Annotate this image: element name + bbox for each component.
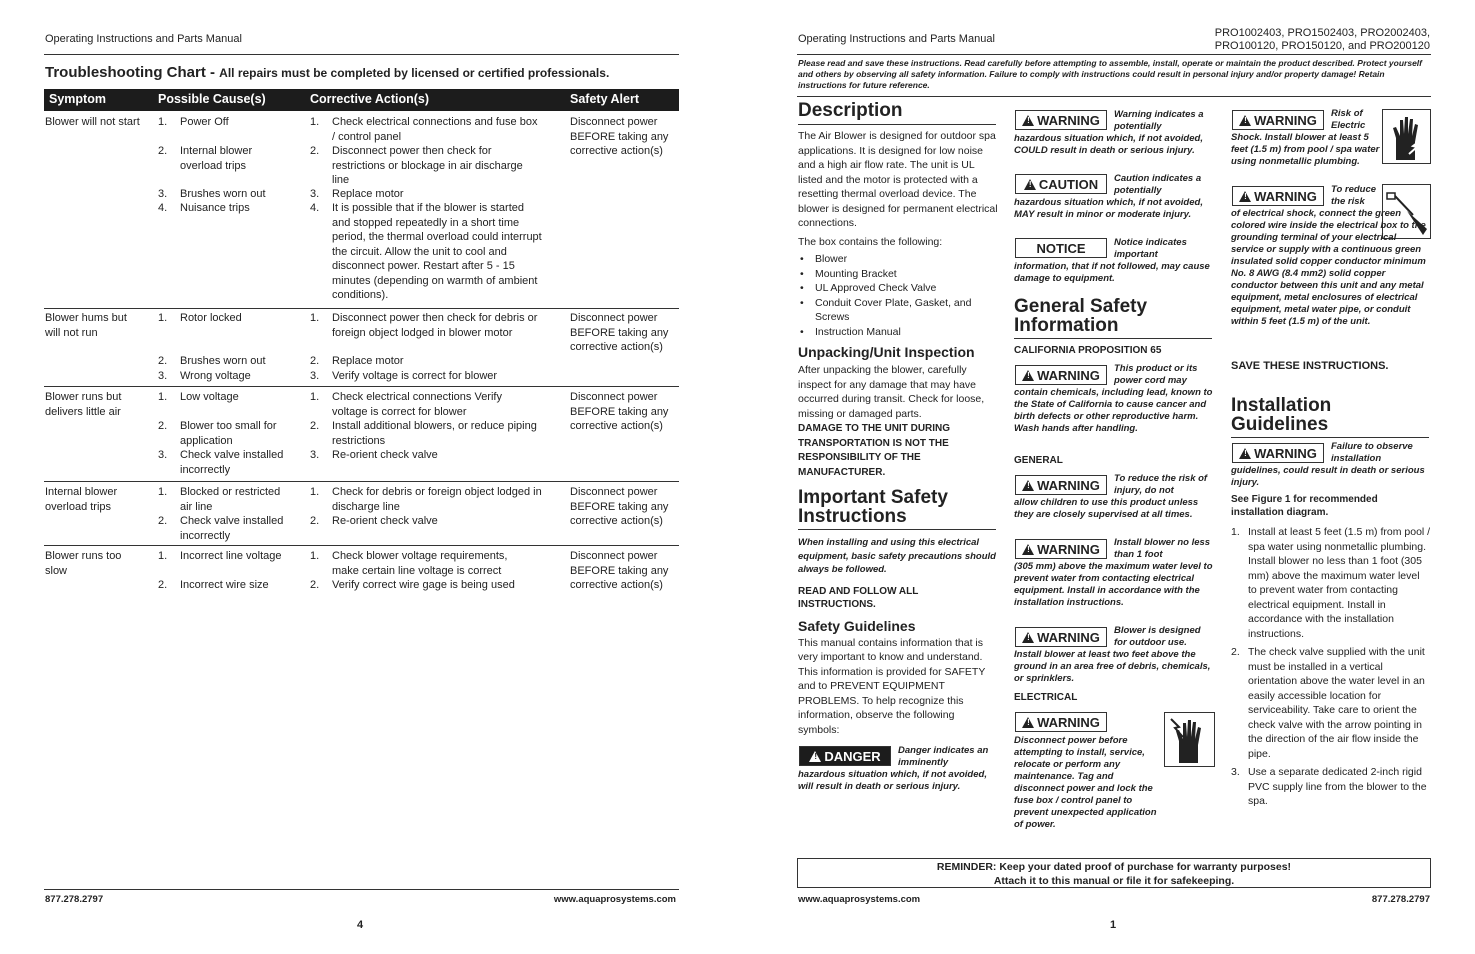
cause-num: 3. (158, 370, 168, 382)
list-item (1231, 525, 1431, 641)
cause-text: Blower too small for application (180, 420, 277, 447)
cause-text: Rotor locked (180, 312, 242, 324)
cause-text: Blocked or restricted air line (180, 486, 281, 513)
action-num: 1. (310, 312, 320, 324)
action-text: Re-orient check valve (332, 449, 438, 461)
left-header: Operating Instructions and Parts Manual (45, 33, 242, 45)
models-line: PRO100120, PRO150120, and PRO200120 (1214, 40, 1430, 52)
alert-cell: Disconnect power BEFORE taking any corrective action(s) (570, 116, 669, 157)
cause-num: 1. (158, 116, 168, 128)
action-text: Check for debris or foreign object lodged in discharge line (332, 486, 542, 513)
install-w-lead: Failure to observe installation (1331, 441, 1413, 464)
table-row (44, 387, 679, 482)
col-alert: Safety Alert (570, 92, 640, 106)
reminder-line: REMINDER: Keep your dated proof of purchase for warranty purposes! (936, 861, 1292, 873)
electric-hand-icon (1382, 109, 1431, 164)
action-num: 2. (310, 420, 320, 432)
symptom-cell: Blower runs too slow (45, 550, 122, 577)
action-num: 1. (310, 116, 320, 128)
alert-triangle-icon: ! (1022, 370, 1034, 381)
alert-triangle-icon: ! (1022, 480, 1034, 491)
prop-warning-lead: This product or its power cord may (1114, 363, 1198, 386)
title-main: Troubleshooting Chart - (45, 64, 220, 81)
general-safety-heading: General Safety Information (1014, 297, 1212, 339)
cause-num: 1. (158, 312, 168, 324)
notice-text: information, that if not followed, may cause damage to equipment. (1014, 261, 1210, 284)
troubleshooting-title (45, 64, 609, 81)
action-text: Disconnect power then check for restrictions or blockage in air discharge line (332, 145, 523, 186)
col-actions: Corrective Action(s) (310, 92, 430, 106)
step-text: The check valve supplied with the unit must be installed in a vertical orientation above the water level in an easily accessible location for serviceability. Take care to orient the check valve with the arrow pointing in the direction of the air flow inside the pipe. (1248, 646, 1425, 760)
caution-lead: Caution indicates a potentially (1114, 173, 1202, 196)
action-num: 3. (310, 188, 320, 200)
alert-triangle-icon: ! (1239, 191, 1251, 202)
symptom-cell: Blower will not start (45, 116, 140, 128)
gen-w2-text: (305 mm) above the maximum water level to prevent water from contacting electrical equipment. Install in accordance with the installation instructions. (1014, 561, 1213, 608)
badge-label: WARNING (1037, 477, 1100, 493)
electric-hand-icon (1164, 712, 1215, 767)
left-page-number: 4 (357, 919, 364, 931)
alert-triangle-icon: ! (1239, 115, 1251, 126)
safety-guidelines-text: This manual contains information that is very important to know and understand. This information is provided for SAFETY and to PREVENT EQUIPMENT PROBLEMS. To help recognize this information, observe the following symbols: (798, 636, 986, 736)
warning-badge (1015, 110, 1107, 130)
unpacking-caps: DAMAGE TO THE UNIT DURING TRANSPORTATION IS NOT THE RESPONSIBILITY OF THE MANUFACTURER. (798, 423, 951, 478)
general-label: GENERAL (1014, 455, 1063, 466)
save-instructions: SAVE THESE INSTRUCTIONS. (1231, 360, 1389, 372)
cause-text: Brushes worn out (180, 188, 266, 200)
cause-text: Nuisance trips (180, 202, 250, 214)
warning-badge (1015, 365, 1107, 385)
danger-text: hazardous situation which, if not avoided, will result in death or serious injury. (798, 769, 987, 792)
description-text: The Air Blower is designed for outdoor spa applications. It is designed for low noise and a high air flow rate. The unit is UL listed and the motor is protected with a resetting thermal overload device. The blower is designed for permanent electrical connections. (798, 130, 998, 229)
badge-label: WARNING (1037, 541, 1100, 557)
install-steps (1231, 525, 1431, 813)
table-row (44, 308, 679, 387)
gen-w2-lead: Install blower no less than 1 foot (1114, 537, 1211, 560)
left-footer-web: www.aquaprosystems.com (553, 894, 676, 905)
list-item (1231, 765, 1431, 809)
right-page-number: 1 (1110, 919, 1117, 931)
badge-label: WARNING (1254, 445, 1317, 461)
important-text: When installing and using this electrical equipment, basic safety precautions should always be followed. (798, 537, 996, 575)
gen-w1-lead: To reduce the risk of injury, do not (1114, 473, 1208, 496)
action-num: 1. (310, 486, 320, 498)
cause-num: 2. (158, 145, 168, 157)
symptom-cell: Blower hums but will not run (45, 312, 127, 339)
step-num: 2. (1231, 646, 1240, 658)
badge-label: WARNING (1037, 367, 1100, 383)
cause-text: Incorrect wire size (180, 579, 269, 591)
badge-label: WARNING (1254, 112, 1317, 128)
action-text: Re-orient check valve (332, 515, 438, 527)
safety-guidelines-heading: Safety Guidelines (798, 617, 916, 634)
cause-num: 3. (158, 188, 168, 200)
install-w-text: guidelines, could result in death or serious injury. (1231, 465, 1425, 488)
action-num: 2. (310, 515, 320, 527)
step-text: Install at least 5 feet (1.5 m) from pool / spa water using nonmetallic plumbing. Install blower no less than 1 foot (305 mm) above the maximum water level to prevent water from contacting electrical equipment. Install in accordance with the installation instructions. (1248, 526, 1431, 640)
shock-text: Shock. Install blower at least 5 feet (1.5 m) from pool / spa water using nonmetallic plumbing. (1231, 132, 1380, 167)
badge-label: WARNING (1037, 714, 1100, 730)
cause-num: 2. (158, 515, 168, 527)
table-row (44, 546, 679, 596)
badge-label: WARNING (1037, 629, 1100, 645)
alert-cell: Disconnect power BEFORE taking any corrective action(s) (570, 550, 669, 591)
cause-num: 1. (158, 550, 168, 562)
cause-text: Power Off (180, 116, 229, 128)
action-num: 1. (310, 391, 320, 403)
warning-badge (1015, 627, 1107, 647)
gen-w3-lead: Blower is designed for outdoor use. (1114, 625, 1201, 648)
list-item: • Mounting Bracket (798, 267, 998, 282)
action-num: 4. (310, 202, 320, 214)
alert-triangle-icon: ! (1024, 179, 1036, 190)
alert-triangle-icon: ! (1022, 632, 1034, 643)
installation-heading: Installation Guidelines (1231, 396, 1429, 438)
alert-cell: Disconnect power BEFORE taking any corrective action(s) (570, 486, 669, 527)
right-footer-phone: 877.278.2797 (1371, 894, 1430, 905)
badge-label: WARNING (1254, 188, 1317, 204)
list-item: • Instruction Manual (798, 325, 998, 340)
alert-triangle-icon: ! (1022, 544, 1034, 555)
ground-text: of electrical shock, connect the green colored wire inside the electrical box to the grounding terminal of your electrical service or supply with a continuous green insulated solid copper conductor minimum No. 8 AWG (8.4 mm2) solid copper conductor between this unit and any metal equipment, metal enclosures of electrical equipment, metal water pipe, or conduit within 5 feet (1.5 m) of the unit. (1231, 208, 1426, 327)
unpacking-heading: Unpacking/Unit Inspection (798, 344, 975, 360)
action-text: Disconnect power then check for debris or foreign object lodged in blower motor (332, 312, 538, 339)
caution-text: hazardous situation which, if not avoided, MAY result in minor or moderate injury. (1014, 197, 1203, 220)
alert-triangle-icon: ! (809, 751, 821, 762)
action-text: Verify voltage is correct for blower (332, 370, 498, 382)
warning-badge (1232, 443, 1324, 463)
symptom-cell: Internal blower overload trips (45, 486, 118, 513)
action-num: 1. (310, 550, 320, 562)
warning-badge (1232, 186, 1324, 206)
warning-badge (1015, 475, 1107, 495)
title-sub: All repairs must be completed by licensed or certified professionals. (219, 66, 610, 80)
action-text: Check blower voltage requirements, make certain line voltage is correct (332, 550, 508, 577)
badge-label: DANGER (824, 748, 881, 764)
action-num: 2. (310, 579, 320, 591)
box-contains: The box contains the following: (798, 235, 943, 248)
list-item: • Conduit Cover Plate, Gasket, and Screws (798, 296, 998, 325)
action-text: Replace motor (332, 188, 404, 200)
step-num: 3. (1231, 766, 1240, 778)
cause-text: Low voltage (180, 391, 239, 403)
table-row (44, 482, 679, 546)
warning-badge (1015, 712, 1107, 732)
notice-badge (1015, 238, 1107, 258)
symptom-cell: Blower runs but delivers little air (45, 391, 122, 418)
action-num: 3. (310, 370, 320, 382)
list-item: • Blower (798, 252, 998, 267)
cause-num: 1. (158, 486, 168, 498)
alert-triangle-icon: ! (1022, 115, 1034, 126)
right-footer-web: www.aquaprosystems.com (798, 894, 921, 905)
box-items (798, 252, 998, 339)
reminder-box (797, 858, 1431, 888)
cause-text: Check valve installed incorrectly (180, 515, 284, 542)
badge-label: NOTICE (1036, 240, 1086, 256)
see-figure: See Figure 1 for recommended installation diagram. (1231, 494, 1378, 518)
step-text: Use a separate dedicated 2-inch rigid PVC supply line from the blower to the spa. (1248, 766, 1427, 807)
cause-text: Check valve installed incorrectly (180, 449, 284, 476)
elec-warning-text: Disconnect power before attempting to install, service, relocate or perform any maintenance. Tag and disconnect power and lock the fuse box / control panel to prevent unexpected application of power. (1014, 735, 1157, 830)
warning-lead: Warning indicates a potentially (1114, 109, 1204, 132)
cause-num: 3. (158, 449, 168, 461)
description-heading: Description (798, 101, 996, 125)
right-header-rule (797, 54, 1431, 55)
action-text: Check electrical connections Verify voltage is correct for blower (332, 391, 502, 418)
action-text: Install additional blowers, or reduce piping restrictions (332, 420, 537, 447)
alert-cell: Disconnect power BEFORE taking any corrective action(s) (570, 391, 669, 432)
table-header (44, 89, 679, 111)
cause-text: Internal blower overload trips (180, 145, 253, 172)
action-text: It is possible that if the blower is started and stopped repeatedly in a short time period, the thermal overload could interrupt the circuit. Allow the unit to cool and disconnect power. Restart after 5 - 15 minutes (depending on warmth of ambient conditions). (332, 202, 542, 301)
left-footer-rule (44, 889, 679, 890)
table-row (44, 112, 679, 309)
right-header: Operating Instructions and Parts Manual (798, 33, 995, 45)
action-text: Replace motor (332, 355, 404, 367)
action-text: Verify correct wire gage is being used (332, 579, 515, 591)
cause-num: 2. (158, 355, 168, 367)
action-num: 2. (310, 145, 320, 157)
notice-lead: Notice indicates important (1114, 237, 1187, 260)
cause-num: 2. (158, 420, 168, 432)
cause-text: Incorrect line voltage (180, 550, 282, 562)
action-text: Check electrical connections and fuse box / control panel (332, 116, 538, 143)
models-line: PRO1002403, PRO1502403, PRO2002403, (1214, 27, 1430, 39)
danger-badge (799, 746, 891, 766)
warning-text: hazardous situation which, if not avoided, COULD result in death or serious injury. (1014, 133, 1203, 156)
ca-prop-65: CALIFORNIA PROPOSITION 65 (1014, 345, 1162, 356)
alert-triangle-icon: ! (1022, 717, 1034, 728)
cause-text: Wrong voltage (180, 370, 251, 382)
cause-num: 4. (158, 202, 168, 214)
important-heading: Important Safety Instructions (798, 488, 996, 530)
column-1 (798, 101, 998, 737)
caution-badge (1015, 174, 1107, 194)
ground-lead: To reduce the risk (1331, 184, 1377, 207)
read-follow: READ AND FOLLOW ALL INSTRUCTIONS. (798, 585, 919, 610)
prop-warning-text: contain chemicals, including lead, known to the State of California to cause cancer and birth defects or other reproductive harm. Wash hands after handling. (1014, 387, 1213, 434)
model-numbers (1215, 27, 1430, 53)
col-causes: Possible Cause(s) (158, 92, 266, 106)
list-item (1231, 645, 1431, 761)
alert-triangle-icon: ! (1239, 448, 1251, 459)
badge-label: WARNING (1037, 112, 1100, 128)
action-num: 3. (310, 449, 320, 461)
reminder-line: Attach it to this manual or file it for safekeeping. (993, 875, 1235, 887)
warning-badge (1015, 539, 1107, 559)
danger-lead: Danger indicates an imminently (898, 745, 989, 768)
badge-label: CAUTION (1038, 176, 1099, 192)
gen-w1-text: allow children to use this product unless they are closely supervised at all times. (1014, 497, 1199, 520)
intro-rule (797, 96, 1431, 97)
warning-badge (1232, 110, 1324, 130)
alert-cell: Disconnect power BEFORE taking any corrective action(s) (570, 312, 669, 353)
col-symptom: Symptom (49, 92, 106, 106)
left-footer-phone: 877.278.2797 (45, 894, 104, 905)
list-item: • UL Approved Check Valve (798, 281, 998, 296)
cause-text: Brushes worn out (180, 355, 266, 367)
shock-lead: Risk of Electric (1331, 108, 1366, 131)
step-num: 1. (1231, 526, 1240, 538)
action-num: 2. (310, 355, 320, 367)
left-header-rule (44, 54, 679, 55)
electrical-label: ELECTRICAL (1014, 692, 1078, 703)
intro-text: Please read and save these instructions. Read carefully before attempting to assemble, install, operate or maintain the product described. Protect yourself and others by observing all safety information. Failure to comply with instructions could result in personal injury and/or property damage! Retain instructions for future reference. (798, 58, 1422, 90)
cause-num: 1. (158, 391, 168, 403)
cause-num: 2. (158, 579, 168, 591)
unpacking-text: After unpacking the blower, carefully inspect for any damage that may have occurred during transit. Check for loose, missing or damaged parts. (798, 364, 985, 420)
gen-w3-text: Install blower at least two feet above the ground in an area free of debris, chemicals, or sprinklers. (1014, 649, 1211, 684)
